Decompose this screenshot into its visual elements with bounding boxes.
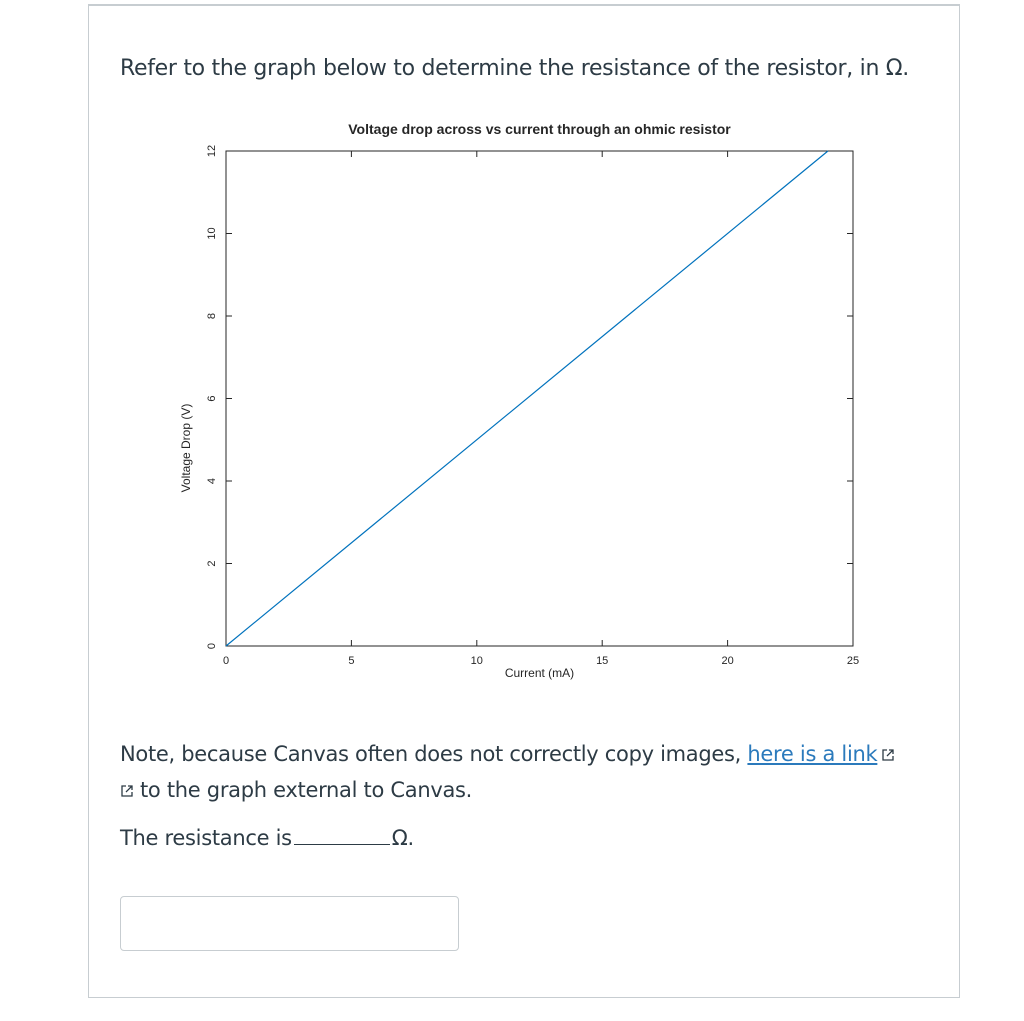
x-tick-label: 15	[596, 655, 609, 667]
y-tick-label: 2	[205, 560, 218, 567]
plot-area	[226, 151, 853, 646]
external-link-icon	[881, 748, 895, 762]
y-tick-label: 0	[205, 642, 218, 650]
x-tick-label: 25	[846, 655, 860, 667]
x-tick-label: 20	[721, 655, 734, 667]
y-tick-label: 8	[205, 312, 218, 320]
y-axis-label: Voltage Drop (V)	[179, 403, 193, 493]
note-text	[120, 736, 920, 808]
answer-prefix: The resistance is	[120, 826, 292, 850]
x-tick-label: 5	[348, 655, 355, 667]
chart-title: Voltage drop across vs current through an ohmic resistor	[348, 121, 731, 137]
answer-input[interactable]	[120, 896, 459, 951]
y-tick-label: 10	[205, 227, 218, 240]
question-prompt: Refer to the graph below to determine the resistance of the resistor, in Ω.	[120, 56, 909, 81]
x-tick-label: 10	[470, 655, 483, 667]
external-link-icon-2	[120, 784, 134, 798]
note-before-link: Note, because Canvas often does not correctly copy images,	[120, 742, 748, 766]
note-after-link: to the graph external to Canvas.	[140, 778, 473, 802]
answer-sentence	[120, 826, 414, 850]
answer-blank	[294, 826, 390, 845]
voltage-current-chart	[160, 112, 880, 692]
x-tick-label: 0	[222, 655, 230, 667]
external-graph-link[interactable]: here is a link	[747, 742, 878, 766]
y-tick-label: 12	[205, 144, 218, 158]
x-axis-label: Current (mA)	[504, 666, 575, 680]
y-tick-label: 6	[205, 395, 218, 402]
answer-suffix: Ω.	[391, 826, 414, 850]
y-tick-label: 4	[205, 477, 218, 485]
